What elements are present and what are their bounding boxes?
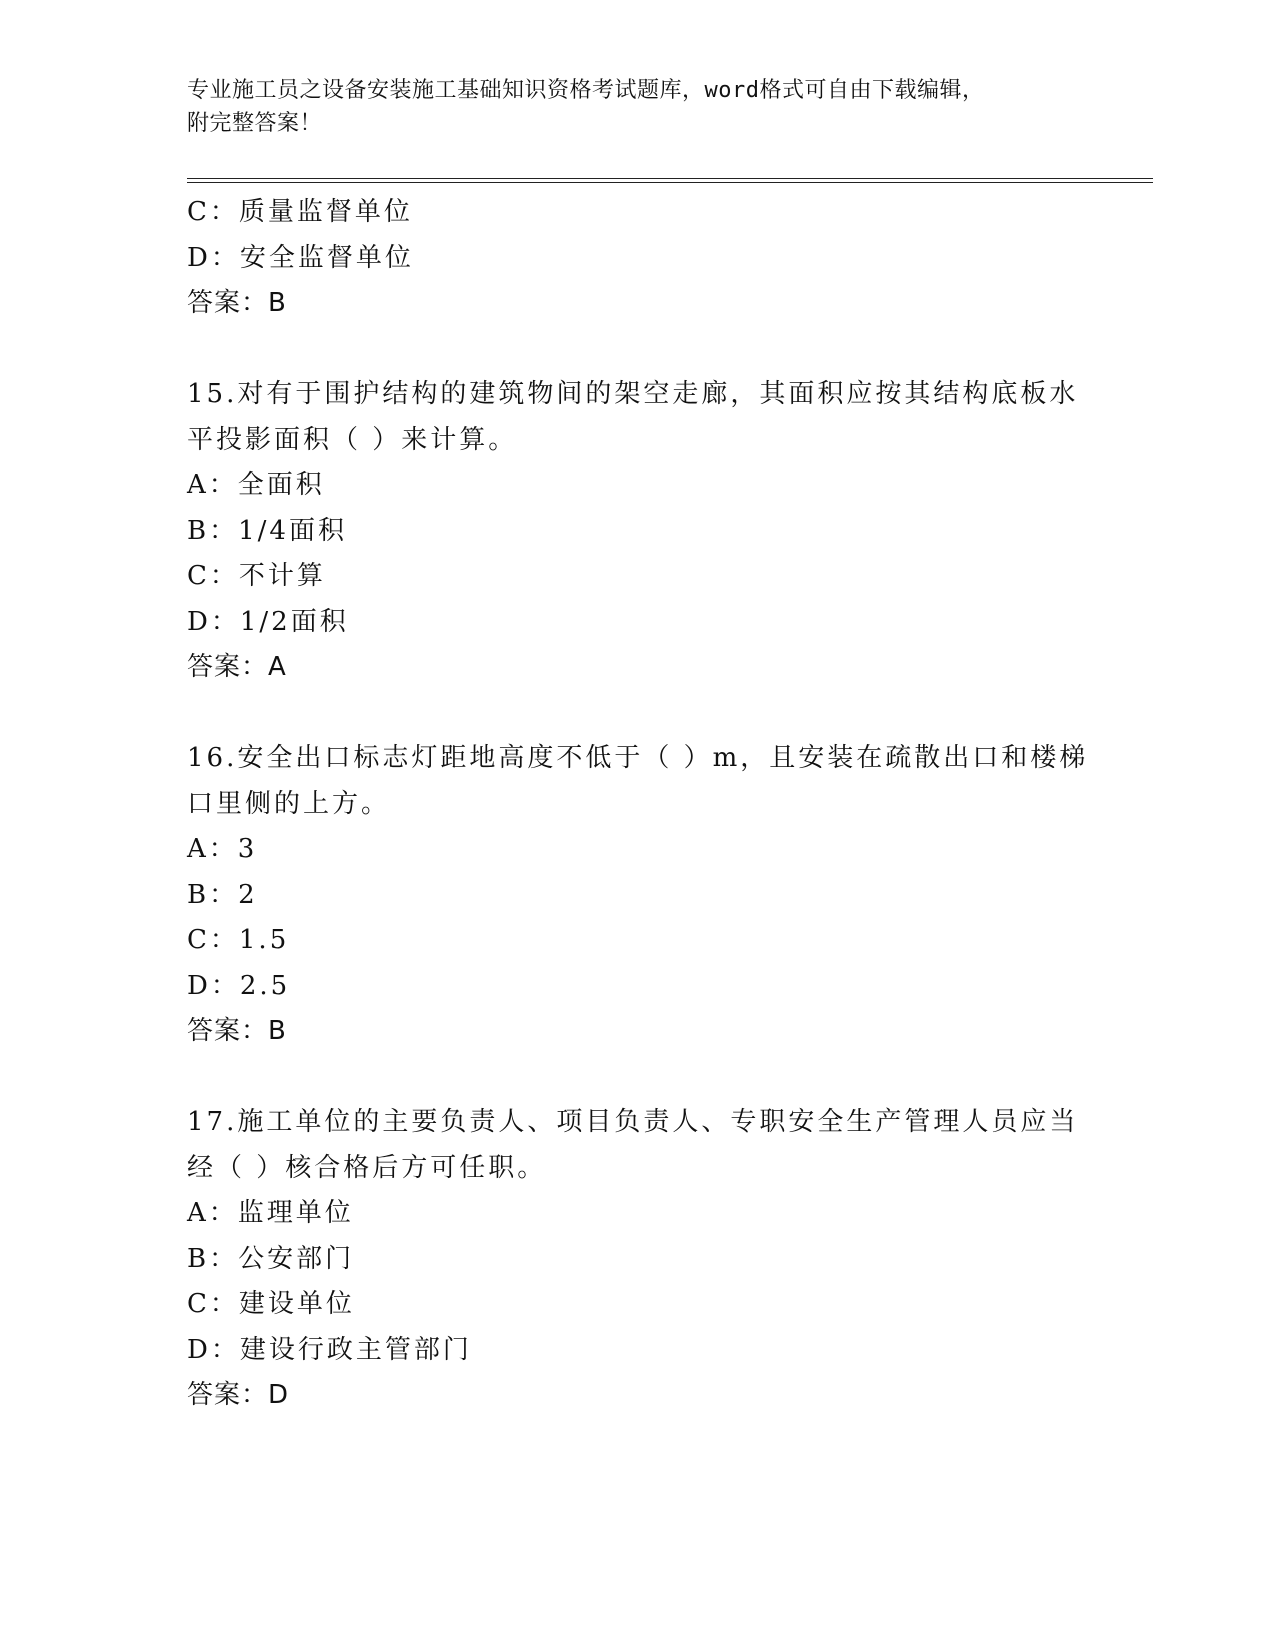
option-c: C：建设单位 [187,1289,355,1319]
question-stem-line: 16.安全出口标志灯距地高度不低于（ ）m，且安装在疏散出口和楼梯 [187,743,1089,773]
option-c: C：1.5 [187,925,290,955]
question-16 [187,736,1087,1055]
spacer [187,1055,1087,1101]
answer-line: 答案：B [187,1016,287,1046]
question-stem-line: 口里侧的上方。 [187,788,391,819]
answer-line: 答案：B [187,288,287,318]
question-15 [187,372,1087,691]
option-b: B：1/4面积 [187,515,347,546]
question-stem-line: 经（ ）核合格后方可任职。 [187,1152,547,1183]
question-stem-line: 17.施工单位的主要负责人、项目负责人、专职安全生产管理人员应当 [187,1107,1079,1137]
question-17 [187,1100,1087,1419]
answer-line: 答案：D [187,1380,290,1410]
answer-line: 答案：A [187,652,287,682]
option-c: C：不计算 [187,561,326,591]
option-d: D：2.5 [187,970,291,1001]
option-d: D：1/2面积 [187,606,349,637]
spacer [187,327,1087,373]
page-header [187,74,1087,140]
question-stem-line: 平投影面积（ ）来计算。 [187,424,518,455]
option-b: B：公安部门 [187,1243,355,1274]
option-d: D：安全监督单位 [187,242,414,273]
option-c: C：质量监督单位 [187,197,413,227]
header-title-line-1: 专业施工员之设备安装施工基础知识资格考试题库，word格式可自由下载编辑， [187,78,985,103]
header-double-rule [187,178,1153,183]
option-a: A：监理单位 [187,1198,354,1228]
option-a: A：全面积 [187,470,325,500]
question-stem-line: 15.对有于围护结构的建筑物间的架空走廊，其面积应按其结构底板水 [187,379,1079,409]
spacer [187,691,1087,737]
option-b: B：2 [187,879,258,910]
option-a: A：3 [187,834,258,864]
option-d: D：建设行政主管部门 [187,1334,472,1365]
header-title-line-2: 附完整答案！ [187,111,323,136]
previous-question-tail [187,190,1087,327]
question-list [187,190,1087,1419]
